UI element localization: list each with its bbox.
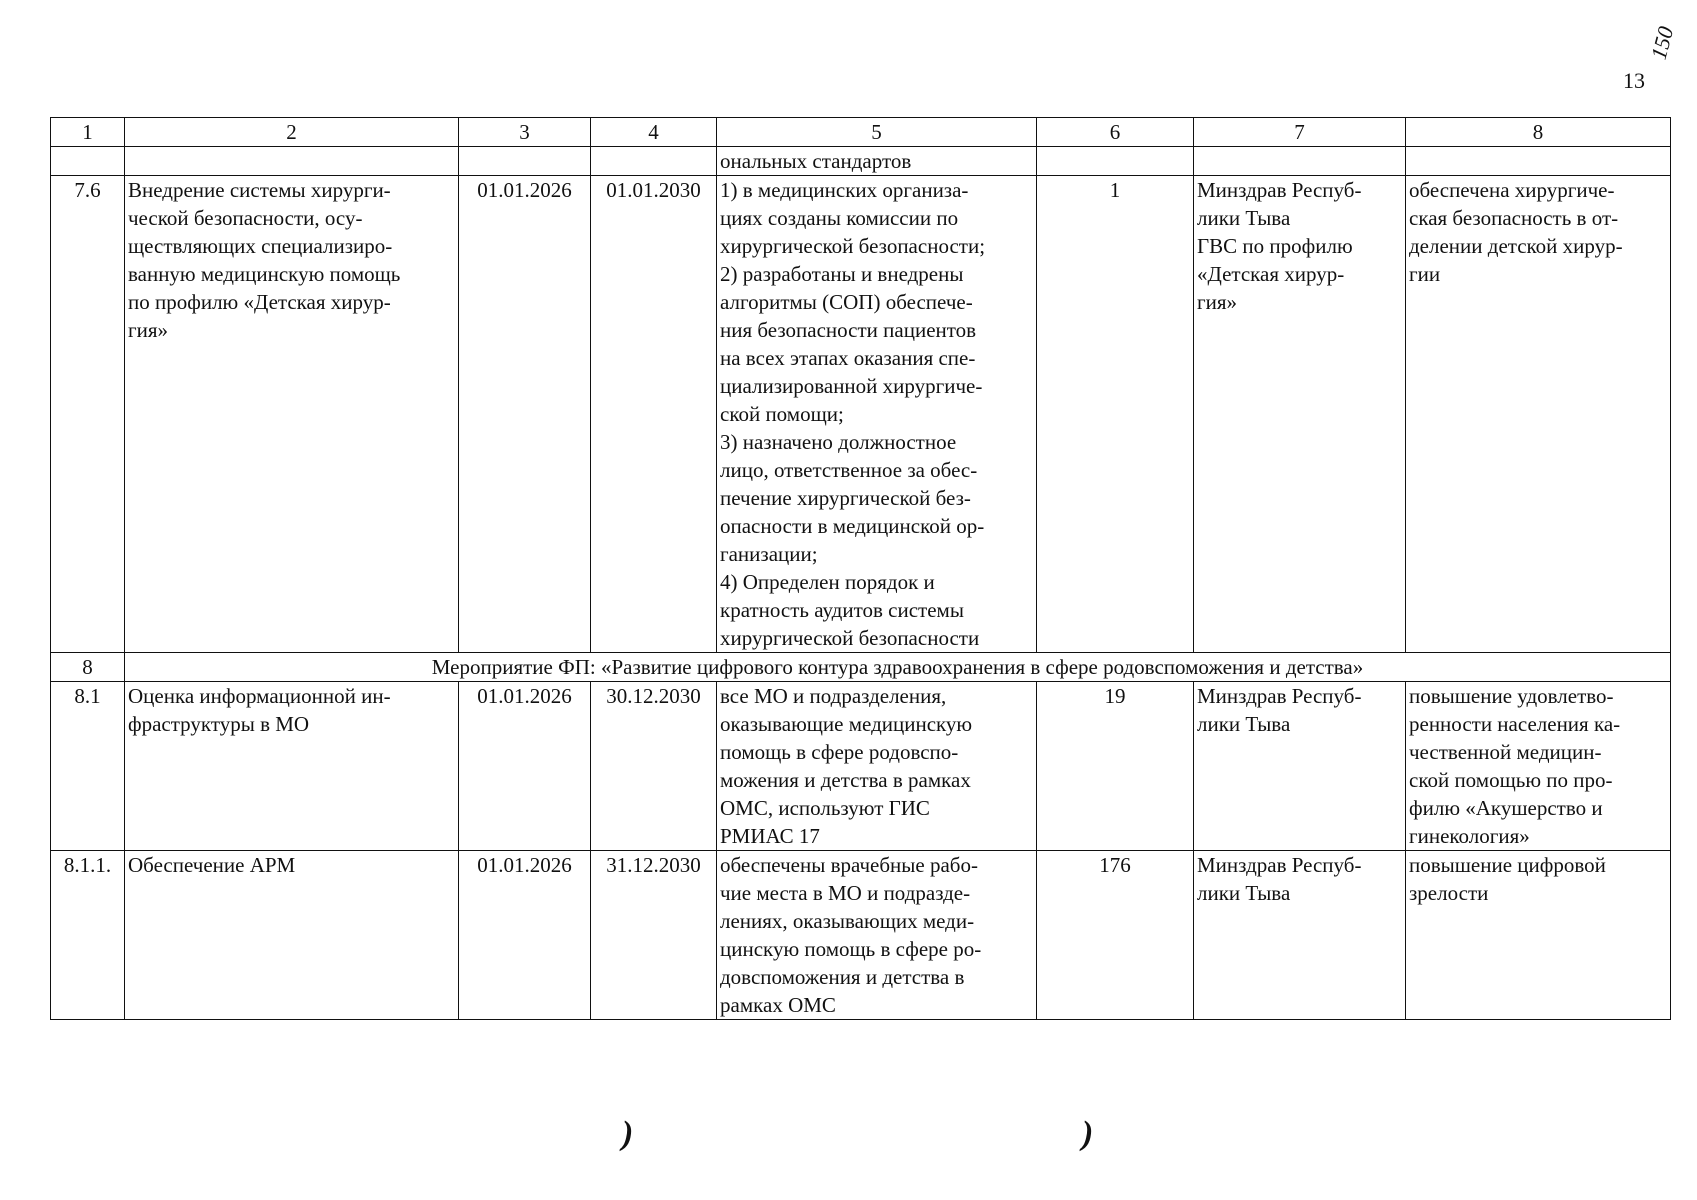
expected-effect [1406, 147, 1671, 176]
responsible-party [1194, 682, 1406, 851]
expected-result-line: можения и детства в рамках [720, 768, 971, 792]
measure-name [125, 176, 459, 653]
expected-effect-line: ской помощью по про- [1409, 768, 1613, 792]
expected-effect-line: ская безопасность в от- [1409, 206, 1619, 230]
table-row [51, 147, 1671, 176]
expected-result-line: хирургической безопасности [720, 626, 980, 650]
expected-result-line: помощь в сфере родовспо- [720, 740, 959, 764]
expected-result-line: довспоможения и детства в [720, 965, 965, 989]
end-date: 31.12.2030 [591, 851, 717, 1020]
expected-result-line: ОМС, используют ГИС [720, 796, 930, 820]
expected-effect-line: обеспечена хирургиче- [1409, 178, 1615, 202]
expected-result-line: ональных стандартов [720, 149, 912, 173]
expected-result-line: обеспечены врачебные рабо- [720, 853, 978, 877]
responsible-party [1194, 851, 1406, 1020]
expected-effect [1406, 176, 1671, 653]
expected-result-line: 3) назначено должностное [720, 430, 957, 454]
measure-name [125, 682, 459, 851]
expected-result-line: на всех этапах оказания спе- [720, 346, 976, 370]
expected-effect [1406, 851, 1671, 1020]
bottom-mark-left: ) [622, 1115, 634, 1152]
measure-name-line: ческой безопасности, осу- [128, 206, 363, 230]
table-row [51, 851, 1671, 1020]
expected-result-line: алгоритмы (СОП) обеспече- [720, 290, 973, 314]
measure-name-line: по профилю «Детская хирур- [128, 290, 391, 314]
expected-result-line: печение хирургической без- [720, 486, 971, 510]
start-date: 01.01.2026 [459, 176, 591, 653]
responsible-party-line: гия» [1197, 290, 1238, 314]
expected-result [717, 851, 1037, 1020]
expected-result-line: лениях, оказывающих меди- [720, 909, 975, 933]
expected-effect-line: делении детской хирур- [1409, 234, 1623, 258]
measure-name [125, 147, 459, 176]
header-cell-col-2: 2 [125, 118, 459, 147]
start-date: 01.01.2026 [459, 851, 591, 1020]
row-number [51, 147, 125, 176]
row-number: 8.1.1. [51, 851, 125, 1020]
expected-result-line: рамках ОМС [720, 993, 836, 1017]
expected-result-line: ния безопасности пациентов [720, 318, 977, 342]
expected-result-line: РМИАС 17 [720, 824, 820, 848]
table-row [51, 682, 1671, 851]
expected-effect-line: филю «Акушерство и [1409, 796, 1603, 820]
expected-result-line: 1) в медицинских организа- [720, 178, 969, 202]
responsible-party-line: лики Тыва [1197, 712, 1291, 736]
responsible-party-line: Минздрав Респуб- [1197, 684, 1362, 708]
expected-result-line: 4) Определен порядок и [720, 570, 935, 594]
expected-result-line: циализированной хирургиче- [720, 374, 983, 398]
expected-result-line: оказывающие медицинскую [720, 712, 973, 736]
responsible-party-line: ГВС по профилю [1197, 234, 1353, 258]
expected-effect-line: повышение цифровой [1409, 853, 1606, 877]
section-title: Мероприятие ФП: «Развитие цифрового контура здравоохранения в сфере родовспоможения и детства» [125, 653, 1671, 682]
responsible-party-line: Минздрав Респуб- [1197, 178, 1362, 202]
row-number: 8.1 [51, 682, 125, 851]
bottom-mark-right: ) [1082, 1115, 1094, 1152]
expected-result [717, 147, 1037, 176]
measure-name-line: ванную медицинскую помощь [128, 262, 401, 286]
expected-result-line: циях созданы комиссии по [720, 206, 959, 230]
header-cell-col-4: 4 [591, 118, 717, 147]
header-cell-col-6: 6 [1037, 118, 1194, 147]
row-number: 7.6 [51, 176, 125, 653]
measure-name-line: фраструктуры в МО [128, 712, 310, 736]
expected-result-line: хирургической безопасности; [720, 234, 986, 258]
expected-effect [1406, 682, 1671, 851]
expected-result-line: опасности в медицинской ор- [720, 514, 985, 538]
end-date [591, 147, 717, 176]
expected-result [717, 682, 1037, 851]
measure-name-line: Оценка информационной ин- [128, 684, 391, 708]
table-body [51, 147, 1671, 1020]
expected-result-line: кратность аудитов системы [720, 598, 964, 622]
responsible-party [1194, 176, 1406, 653]
responsible-party [1194, 147, 1406, 176]
header-row [51, 118, 1671, 147]
end-date: 01.01.2030 [591, 176, 717, 653]
expected-effect-line: повышение удовлетво- [1409, 684, 1614, 708]
header-cell-col-1: 1 [51, 118, 125, 147]
expected-result [717, 176, 1037, 653]
expected-result-line: цинскую помощь в сфере ро- [720, 937, 982, 961]
measure-name-line: ществляющих специализиро- [128, 234, 393, 258]
table-row [51, 176, 1671, 653]
expected-result-line: ской помощи; [720, 402, 844, 426]
expected-effect-line: чественной медицин- [1409, 740, 1602, 764]
indicator-value: 1 [1037, 176, 1194, 653]
expected-result-line: все МО и подразделения, [720, 684, 947, 708]
measure-name-line: Обеспечение АРМ [128, 853, 296, 877]
indicator-value: 176 [1037, 851, 1194, 1020]
expected-result-line: лицо, ответственное за обес- [720, 458, 978, 482]
measure-name [125, 851, 459, 1020]
expected-result-line: 2) разработаны и внедрены [720, 262, 964, 286]
header-cell-col-3: 3 [459, 118, 591, 147]
expected-effect-line: зрелости [1409, 881, 1489, 905]
responsible-party-line: лики Тыва [1197, 206, 1291, 230]
responsible-party-line: «Детская хирур- [1197, 262, 1345, 286]
responsible-party-line: Минздрав Респуб- [1197, 853, 1362, 877]
start-date [459, 147, 591, 176]
indicator-value [1037, 147, 1194, 176]
indicator-value: 19 [1037, 682, 1194, 851]
expected-effect-line: гинекология» [1409, 824, 1530, 848]
expected-effect-line: ренности населения ка- [1409, 712, 1621, 736]
table-header [51, 118, 1671, 147]
responsible-party-line: лики Тыва [1197, 881, 1291, 905]
header-cell-col-5: 5 [717, 118, 1037, 147]
margin-handwritten-number: 150 [1645, 23, 1679, 63]
section-row [51, 653, 1671, 682]
start-date: 01.01.2026 [459, 682, 591, 851]
header-cell-col-7: 7 [1194, 118, 1406, 147]
measures-table [50, 117, 1671, 1020]
end-date: 30.12.2030 [591, 682, 717, 851]
page-number: 13 [1623, 68, 1645, 93]
expected-effect-line: гии [1409, 262, 1441, 286]
measure-name-line: гия» [128, 318, 169, 342]
header-cell-col-8: 8 [1406, 118, 1671, 147]
measure-name-line: Внедрение системы хирурги- [128, 178, 391, 202]
expected-result-line: ганизации; [720, 542, 818, 566]
expected-result-line: чие места в МО и подразде- [720, 881, 971, 905]
section-number: 8 [51, 653, 125, 682]
